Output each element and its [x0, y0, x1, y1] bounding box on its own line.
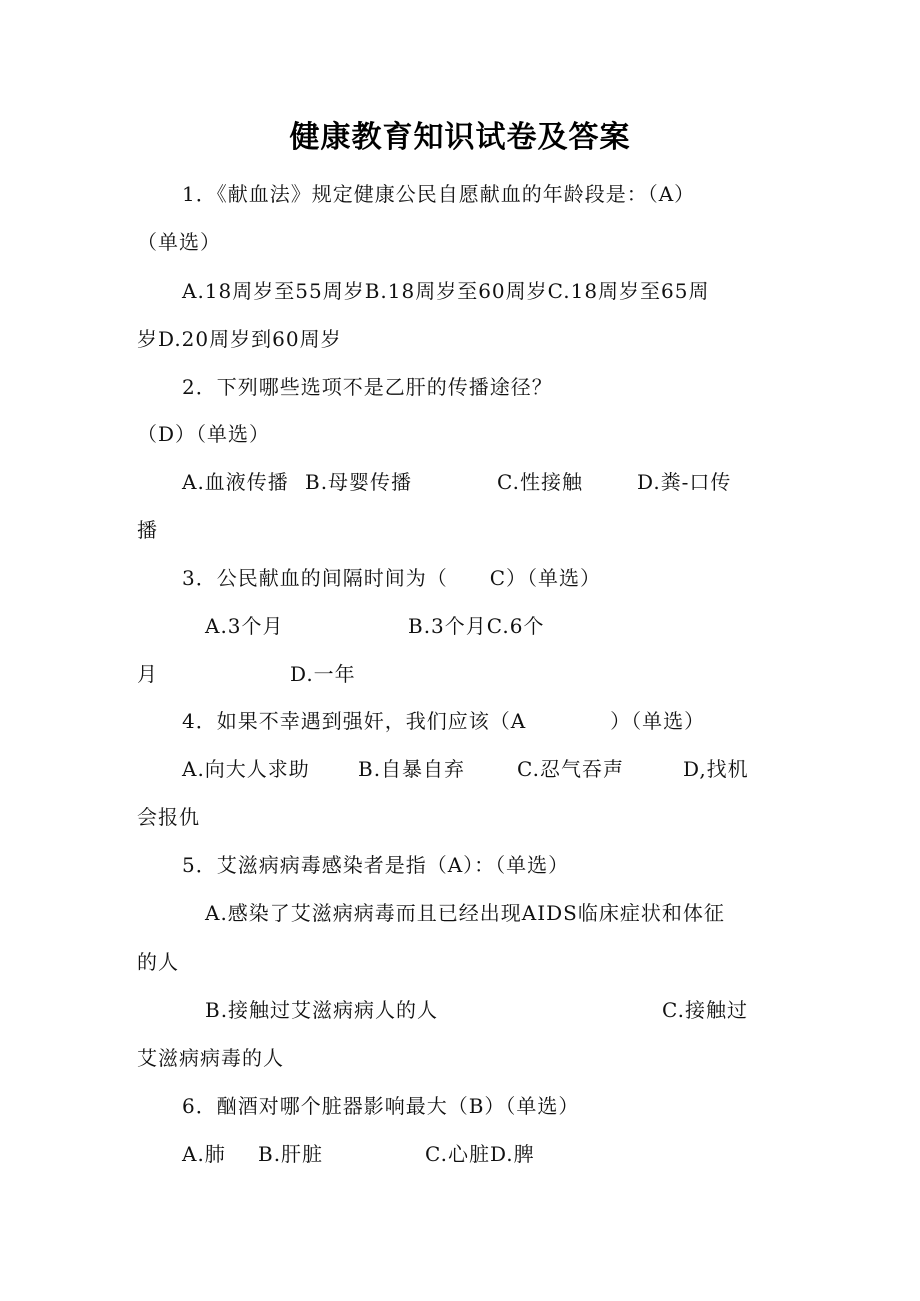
question-3-option-d: D.一年 [290, 662, 356, 686]
question-3-option-c-tail: 月 [137, 662, 158, 686]
question-5-text: 5．艾滋病病毒感染者是指（A）：（单选） [182, 853, 570, 877]
question-4-text: 4．如果不幸遇到强奸，我们应该（A ）（单选） [182, 709, 706, 733]
question-1-type: （单选） [137, 230, 221, 254]
question-5-option-c-tail: 艾滋病病毒的人 [137, 1046, 284, 1070]
question-1-options-line2: 岁D.20周岁到60周岁 [137, 327, 342, 351]
question-4-option-b: B.自暴自弃 [358, 757, 466, 781]
question-2-type: （D）（单选） [137, 422, 271, 446]
question-6-option-b: B.肝脏 [258, 1142, 324, 1166]
question-6-option-c: C.心脏D.脾 [425, 1142, 535, 1166]
question-5-option-c: C.接触过 [662, 998, 748, 1022]
question-2-text: 2．下列哪些选项不是乙肝的传播途径？ [182, 375, 553, 399]
question-2-option-b: B.母婴传播 [305, 470, 413, 494]
question-1-options-line1: A.18周岁至55周岁B.18周岁至60周岁C.18周岁至65周 [182, 279, 710, 303]
question-6-text: 6．酗酒对哪个脏器影响最大（B）（单选） [182, 1094, 580, 1118]
question-3-text: 3．公民献血的间隔时间为（ C）（单选） [182, 566, 602, 590]
page-title: 健康教育知识试卷及答案 [289, 120, 631, 155]
question-2-option-a: A.血液传播 [182, 470, 289, 494]
question-2-option-d: D.粪-口传 [637, 470, 732, 494]
question-4-option-d-tail: 会报仇 [137, 805, 200, 829]
question-5-option-b: B.接触过艾滋病病人的人 [205, 998, 439, 1022]
question-2-option-c: C.性接触 [497, 470, 583, 494]
question-1-text: 1．《献血法》规定健康公民自愿献血的年龄段是：（A） [182, 182, 696, 206]
question-4-option-c: C.忍气吞声 [517, 757, 624, 781]
question-6-option-a: A.肺 [182, 1142, 226, 1166]
question-5-option-a-line2: 的人 [137, 950, 179, 974]
question-5-option-a-line1: A.感染了艾滋病病毒而且已经出现AIDS临床症状和体征 [205, 901, 725, 925]
question-4-option-d: D,找机 [683, 757, 749, 781]
question-2-option-d-tail: 播 [137, 518, 158, 542]
question-3-option-a: A.3个月 [205, 614, 284, 638]
question-3-option-b: B.3个月C.6个 [408, 614, 545, 638]
question-4-option-a: A.向大人求助 [182, 757, 310, 781]
